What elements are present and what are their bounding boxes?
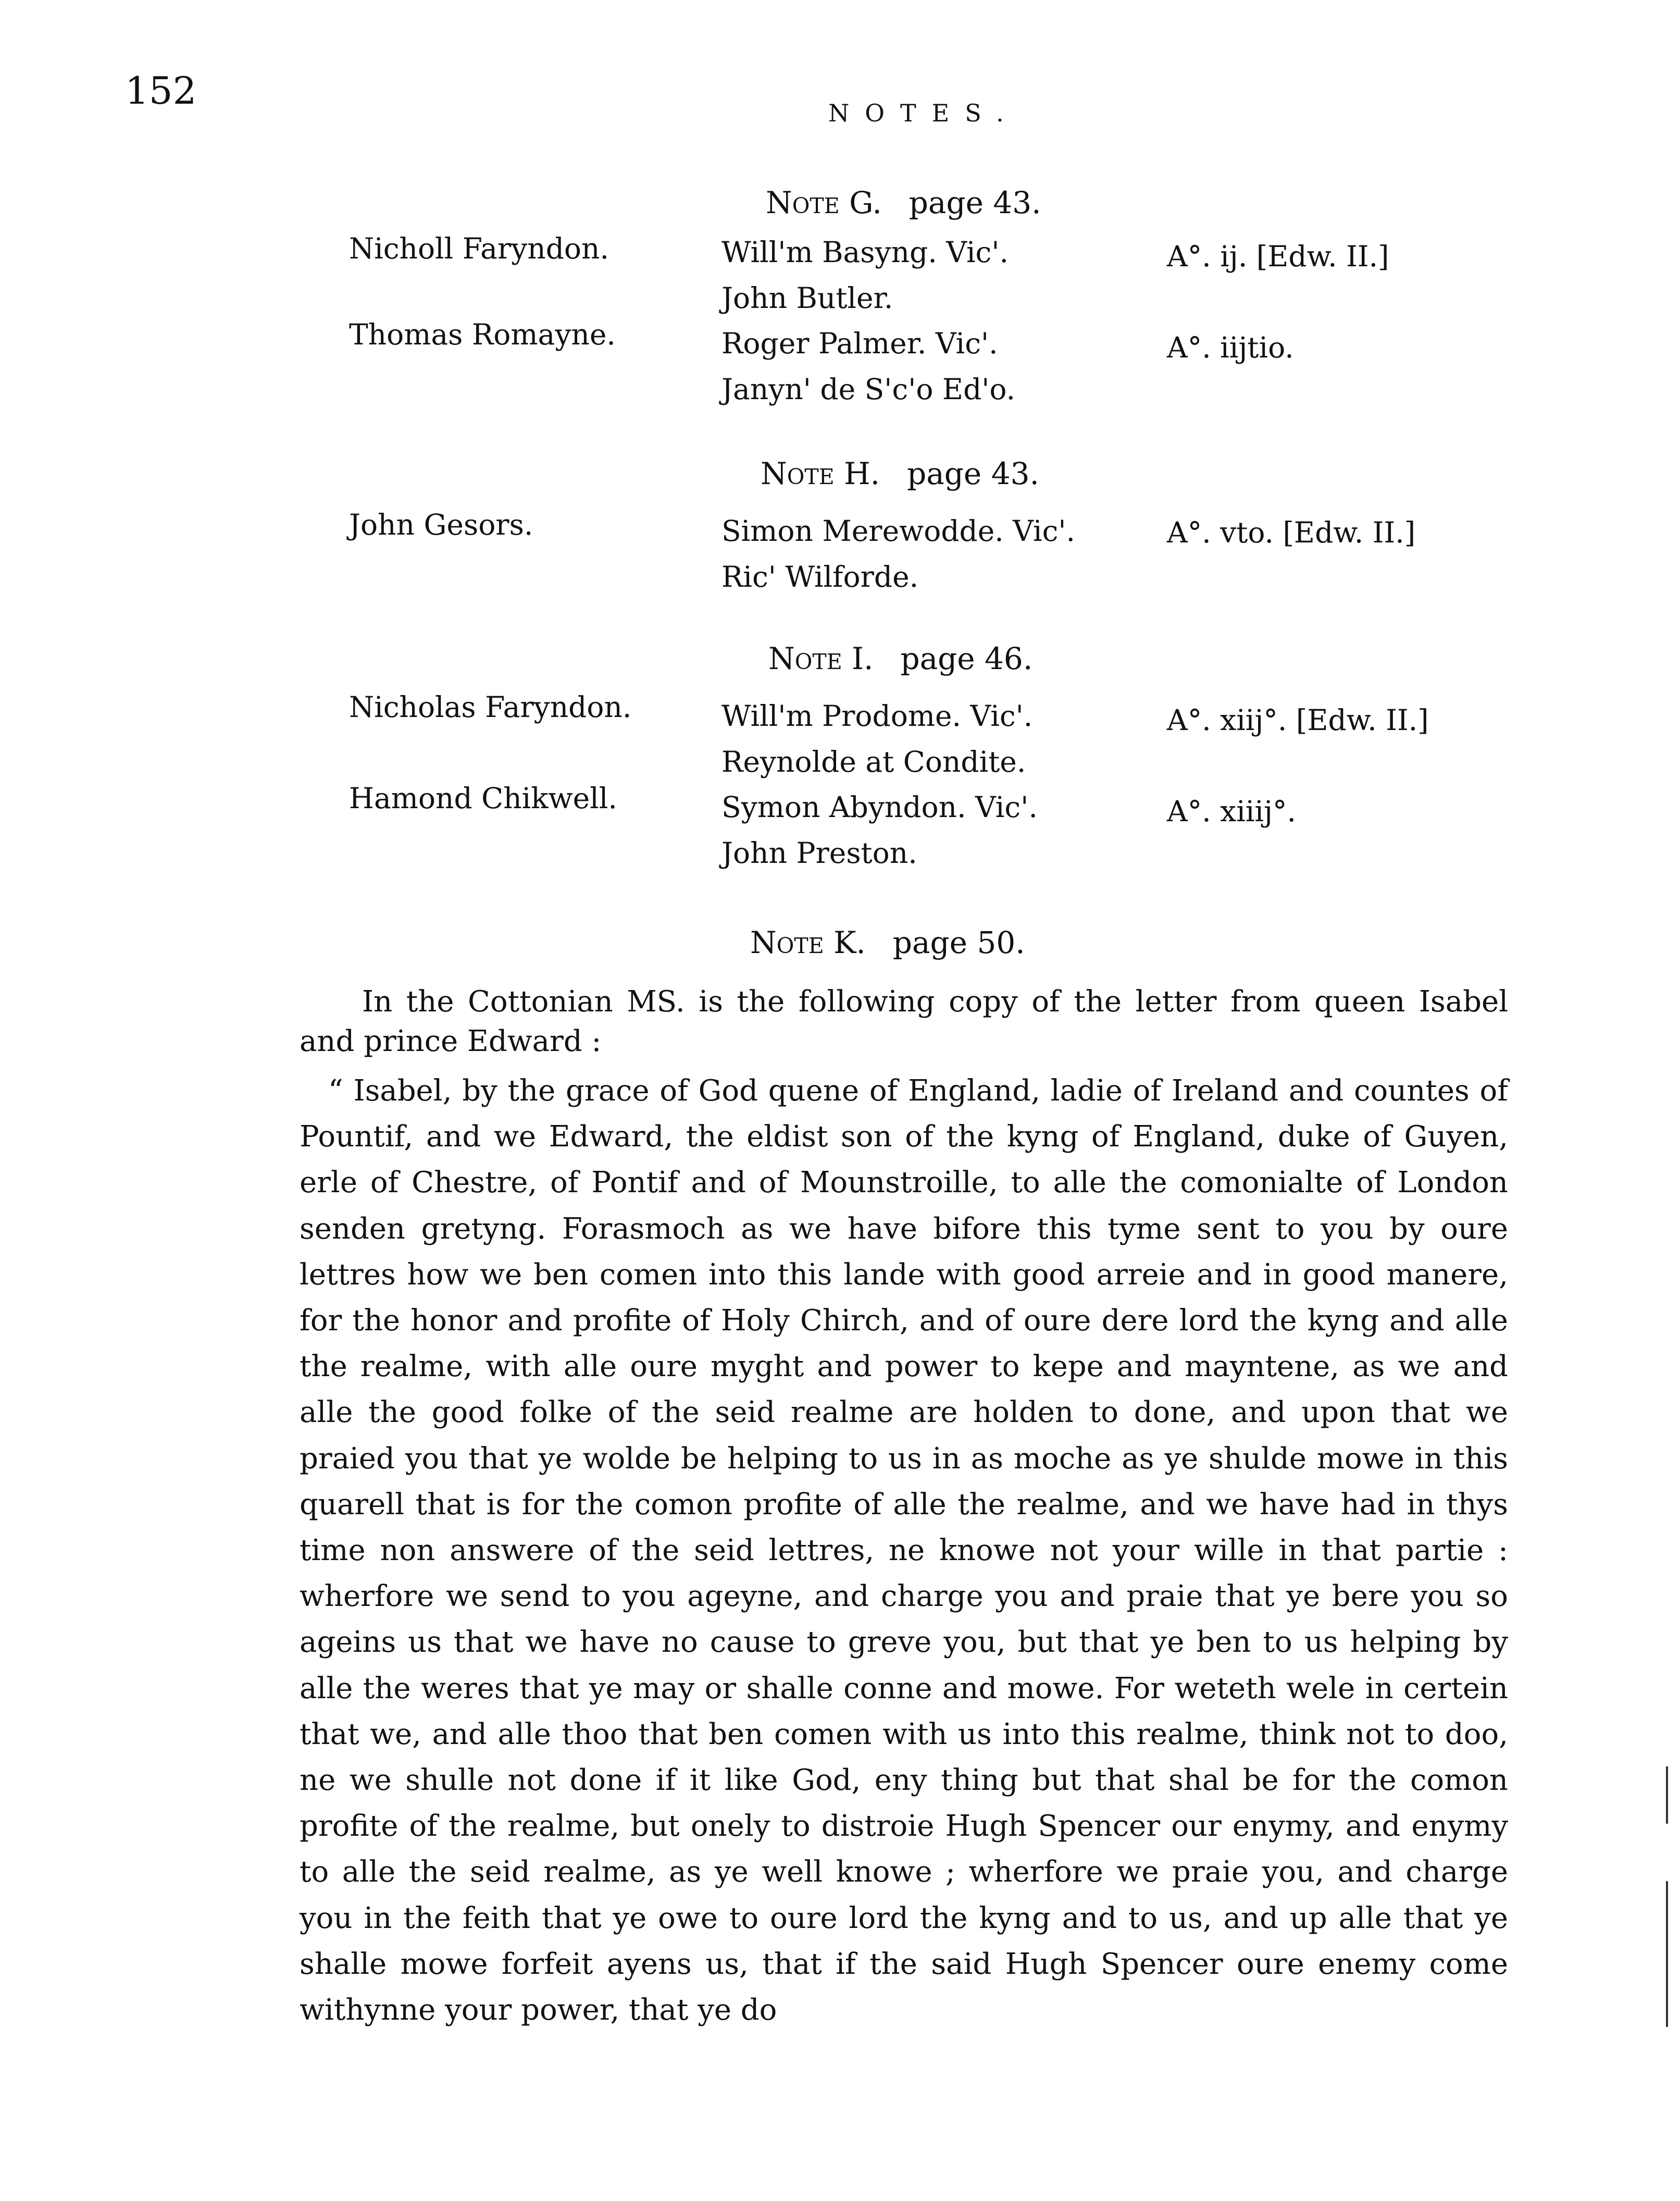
sheriff-list	[721, 320, 1015, 412]
regnal-year: A°. xiiij°.	[1167, 795, 1297, 828]
sheriff-list	[721, 693, 1032, 785]
note-page-ref: page 46.	[900, 641, 1033, 676]
note-page-ref: page 43.	[909, 185, 1041, 220]
sheriff-line: Janyn' de S'c'o Ed'o.	[721, 373, 1016, 406]
note-i-heading	[768, 641, 1032, 676]
regnal-year: A°. xiij°. [Edw. II.]	[1167, 703, 1429, 737]
note-label: Note G.	[766, 185, 882, 220]
note-page-ref: page 43.	[907, 456, 1039, 491]
note-label: Note I.	[768, 641, 874, 676]
sheriff-line: Will'm Prodome. Vic'.	[721, 699, 1033, 733]
mayor-name: Thomas Romayne.	[349, 318, 616, 351]
mayor-name: John Gesors.	[349, 508, 533, 541]
sheriff-line: Symon Abyndon. Vic'.	[721, 790, 1038, 824]
scan-edge-mark	[1666, 1881, 1668, 2027]
sheriff-line: Ric' Wilforde.	[721, 560, 919, 593]
regnal-year: A°. iijtio.	[1167, 331, 1294, 364]
scan-edge-mark	[1666, 1766, 1668, 1824]
note-g-heading	[766, 185, 1041, 220]
sheriff-line: John Preston.	[721, 836, 917, 870]
sheriff-line: Will'm Basyng. Vic'.	[721, 236, 1009, 269]
regnal-year: A°. ij. [Edw. II.]	[1167, 240, 1389, 273]
sheriff-line: John Butler.	[721, 281, 893, 315]
mayor-name: Nicholas Faryndon.	[349, 690, 632, 724]
sheriff-list	[721, 784, 1038, 876]
regnal-year: A°. vto. [Edw. II.]	[1167, 516, 1416, 549]
page-number: 152	[125, 69, 197, 113]
running-head: NOTES.	[828, 99, 1019, 127]
mayor-name: Nicholl Faryndon.	[349, 232, 609, 265]
sheriff-line: Simon Merewodde. Vic'.	[721, 514, 1076, 548]
note-page-ref: page 50.	[892, 925, 1025, 960]
note-label: Note K.	[750, 925, 866, 960]
letter-intro: In the Cottonian MS. is the following copy of the letter from queen Isabel and prince Edward :	[300, 985, 1508, 1058]
sheriff-list	[721, 508, 1075, 600]
note-h-heading	[761, 456, 1039, 491]
note-k-heading	[750, 925, 1025, 960]
note-label: Note H.	[761, 456, 880, 491]
letter-body: “ Isabel, by the grace of God quene of England, ladie of Ireland and countes of Pountif, and we Edward, the eldist son of the kyng of England, duke of Guyen, erle of Chestre, of Pontif and of Mounstroille, to alle the comonialte of London senden gretyng. Forasmoch as we have bifore this tyme sent to you by oure lettres how we ben comen into this lande with good arreie and in good manere, for the honor and profite of Holy Chirch, and of oure dere lord the kyng and alle the realme, with alle oure myght and power to kepe and mayntene, as we and alle the good folke of the seid realme are holden to done, and upon that we praied you that ye wolde be helping to us in as moche as ye shulde mowe in this quarell that is for the comon profite of alle the realme, and we have had in thys time non answere of the seid lettres, ne knowe not your wille in that partie : wherfore we send to you ageyne, and charge you and praie that ye bere you so ageins us that we have no cause to greve you, but that ye ben to us helping by alle the weres that ye may or shalle conne and mowe. For weteth wele in certein that we, and alle thoo that ben comen with us into this realme, think not to doo, ne we shulle not done if it like God, eny thing but that shal be for the comon profite of the realme, but onely to distroie Hugh Spencer our enymy, and enymy to alle the seid realme, as ye well knowe ; wherfore we praie you, and charge you in the feith that ye owe to oure lord the kyng and to us, and up alle that ye shalle mowe forfeit ayens us, that if the said Hugh Spencer oure enemy come withynne your power, that ye do	[300, 1074, 1508, 2027]
mayor-name: Hamond Chikwell.	[349, 782, 617, 815]
sheriff-line: Roger Palmer. Vic'.	[721, 327, 998, 360]
sheriff-line: Reynolde at Condite.	[721, 745, 1026, 778]
sheriff-list	[721, 229, 1009, 321]
